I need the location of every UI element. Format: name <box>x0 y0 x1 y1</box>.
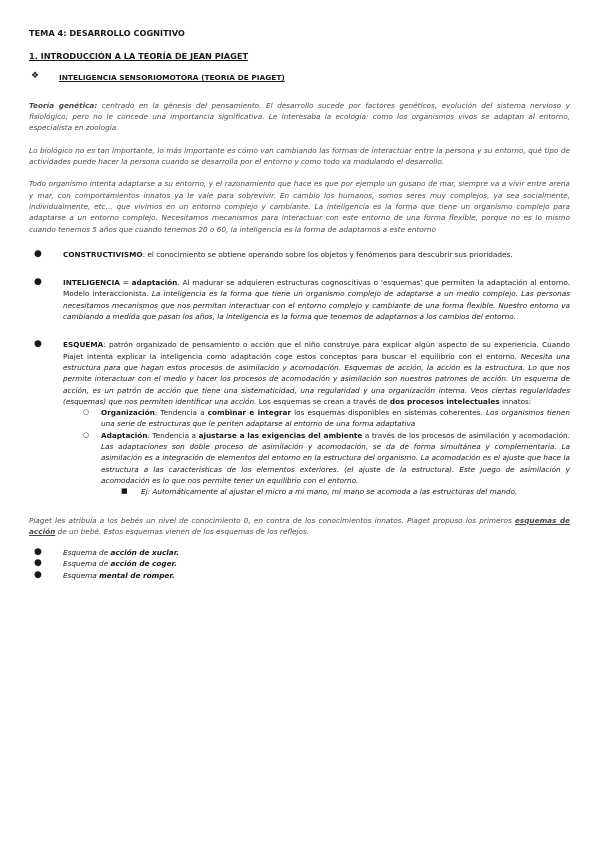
list-item-text: Los esquemas se crean a través de <box>256 396 390 406</box>
sub-list <box>29 407 570 497</box>
concept-list <box>29 249 570 498</box>
square-bullet-icon: ■ <box>121 487 128 496</box>
paragraph-text: Piaget les atribuía a los bebés un nivel de conocimiento 0, en contra de los conocimientos innatos. Piaget propuso los primeros <box>29 515 515 525</box>
list-item-text: . Al madurar se adquieren estructuras cognoscitivas o 'esquemas' que permiten la adaptación al entorno. Modelo interaccionista. <box>63 278 570 299</box>
equals-sign: = <box>119 278 132 288</box>
term-adaptacion: adaptación <box>131 278 178 288</box>
list-item-inteligencia <box>29 277 570 322</box>
term-combinar-integrar: combinar e integrar <box>207 408 292 418</box>
paragraph-piaget-bebes <box>29 515 570 538</box>
document-content <box>29 28 570 581</box>
term-constructivismo: CONSTRUCTIVISMO <box>63 249 143 259</box>
term-teoria-genetica: Teoría genética: <box>29 100 98 110</box>
paragraph-organismo: Todo organismo intenta adaptarse a su entorno, y el razonamiento que hace es que por ejemplo un gusano de mar, siempre va a vivir entre arena y mar, con comportamientos innatos ya le vale para sobrevivir. En cambio los humanos, somos seres muy complejos, ya sea socialmente, individualmente, etc… que vivimos en un entorno complejo y cambiante. La inteligencia es la forma que tiene un organismo complejo para adaptarse a un entorno complejo. Necesitamos mecanismos para interactuar con este entorno de una forma flexible, porque no es lo mismo cuando tenemos 5 años que cuando tenemos 20 o 60, la inteligencia es la forma de adaptarnos a este entorno <box>29 179 570 234</box>
term-organizacion: Organización <box>101 408 155 418</box>
bullet-dot-icon: ● <box>34 277 42 288</box>
paragraph-biologico: Lo biológico no es tan importante, lo más importante es cómo van cambiando las formas de interactuar entre la persona y su entorno, qué tipo de actividades puede hacer la persona cuando se desarrolla por el entorno y como todo va modulando el desarrollo. <box>29 145 570 167</box>
list-item-text: Esquema <box>63 570 100 580</box>
bullet-dot-icon: ● <box>34 569 42 580</box>
term-adaptacion-sub: Adaptación <box>101 430 148 440</box>
sub-sub-item-ejemplo <box>101 486 570 497</box>
list-item-constructivismo <box>29 249 570 260</box>
term-esquemas-accion: esquemas de acción <box>29 515 570 536</box>
list-item-text: Esquema de <box>63 559 111 569</box>
term-procesos-intelectuales: dos procesos intelectuales <box>389 396 500 406</box>
paragraph-text: centrado en la génesis del pensamiento. El desarrollo sucede por factores genéticos, evolución del sistema nervioso y fisiológico; pero no le concede una importancia significativa. Le interesaba la ecología: como los organismos vivos se adaptan al entorno, especialista en zoología. <box>29 100 570 133</box>
bullet-dot-icon: ● <box>34 558 42 569</box>
bullet-dot-icon: ● <box>34 248 42 259</box>
bullet-dot-icon: ● <box>34 547 42 558</box>
term-inteligencia: INTELIGENCIA <box>63 278 120 288</box>
sub-item-text: los esquemas disponibles en sistemas coherentes. <box>291 408 486 418</box>
list-item-esquema <box>29 339 570 497</box>
list-item-text: innatos: <box>499 396 532 406</box>
list-item-text: : el conocimiento se obtiene operando sobre los objetos y fenómenos para descubrir sus prioridades. <box>142 249 513 259</box>
list-item-xuclar <box>29 547 570 558</box>
sub-item-italic-text: Las adaptaciones son doble proceso de asimilación y acomodación, se da de forma simultánea y complementaria. La asimilación es a integración de elementos del entorno en la estructura del organismo. La acomodación es el ajuste que hace la estructura a las características de los elementos exteriores. (el ajuste de la estructura). Este juego de asimilación y acomodación es lo que nos permite tener un equilibrio con el entorno. <box>101 442 570 485</box>
term-accion-coger: acción de coger. <box>110 559 177 569</box>
document-title: TEMA 4: DESARROLLO COGNITIVO <box>29 28 185 38</box>
subsection-heading <box>29 72 570 83</box>
sub-item-text: : Tendencia a <box>154 408 208 418</box>
subsection-heading-text: INTELIGENCIA SENSORIOMOTORA (TEORIA DE PIAGET) <box>59 72 285 82</box>
circle-bullet-icon: ○ <box>83 430 90 439</box>
diamond-bullet-icon: ❖ <box>31 70 40 81</box>
sub-sub-list <box>101 486 570 497</box>
example-text: Ej: Automáticamente al ajustar el micro a mi mano, mi mano se acomoda a las estructuras del mando. <box>141 487 518 497</box>
sub-item-italic-text: Los organismos tienen una serie de estructuras que le periten adaptarse al entorno de una forma adaptativa <box>101 408 570 429</box>
list-item-coger <box>29 558 570 569</box>
paragraph-text: de un bebé. Estos esquemas vienen de los esquemas de los reflejos. <box>55 526 310 536</box>
list-item-romper <box>29 570 570 581</box>
circle-bullet-icon: ○ <box>83 408 90 417</box>
list-item-italic-text: La inteligencia es la forma que tiene un organismo complejo de adaptarse a un medio complejo. Las personas necesitamos mecanismos que nos permitan interactuar con el entorno complejo y cambiante de una forma flexible. Nuestro entorno va cambiando a medida que pasan los años, la inteligencia es la forma que tenemos de adaptarnos a los cambios del entorno. <box>63 289 570 322</box>
esquemas-list <box>29 547 570 581</box>
sub-item-text: a través de los procesos de asimilación y acomodación. <box>362 430 570 440</box>
section-heading: 1. INTRODUCCIÓN A LA TEORÍA DE JEAN PIAGET <box>29 51 249 62</box>
sub-item-organizacion <box>29 407 570 430</box>
term-esquema: ESQUEMA <box>63 340 104 350</box>
list-item-text: : patrón organizado de pensamiento o acción que el niño construye para explicar algún aspecto de su experiencia. Cuando Piajet intenta explicar la inteligencia como adaptación coge estos conceptos para buscar el equilibrio con el entorno. <box>63 340 570 361</box>
sub-item-adaptacion <box>29 430 570 498</box>
term-ajustarse: ajustarse a las exigencias del ambiente <box>198 430 363 440</box>
term-mental-romper: mental de romper. <box>99 570 175 580</box>
list-item-italic-text: Necesita una estructura para que hagan estos procesos de asimilación y acomodación. Esquemas de acción, la acción es la estructura. Lo que nos permite interactuar con el medio y hacer los procesos de acomodación y asimilación son nuestros patrones de acción. Un esquema de acción, es un patrón de acción que tiene una sistematicidad, una regularidad y una organización interna. Veos ciertas regularidades (esquemas) que nos permiten identificar una acción. <box>63 351 570 406</box>
sub-item-text: : Tendencia a <box>147 430 199 440</box>
paragraph-teoria-genetica <box>29 100 570 134</box>
bullet-dot-icon: ● <box>34 339 42 350</box>
term-accion-xuclar: acción de xuclar. <box>110 548 180 558</box>
list-item-text: Esquema de <box>63 548 111 558</box>
